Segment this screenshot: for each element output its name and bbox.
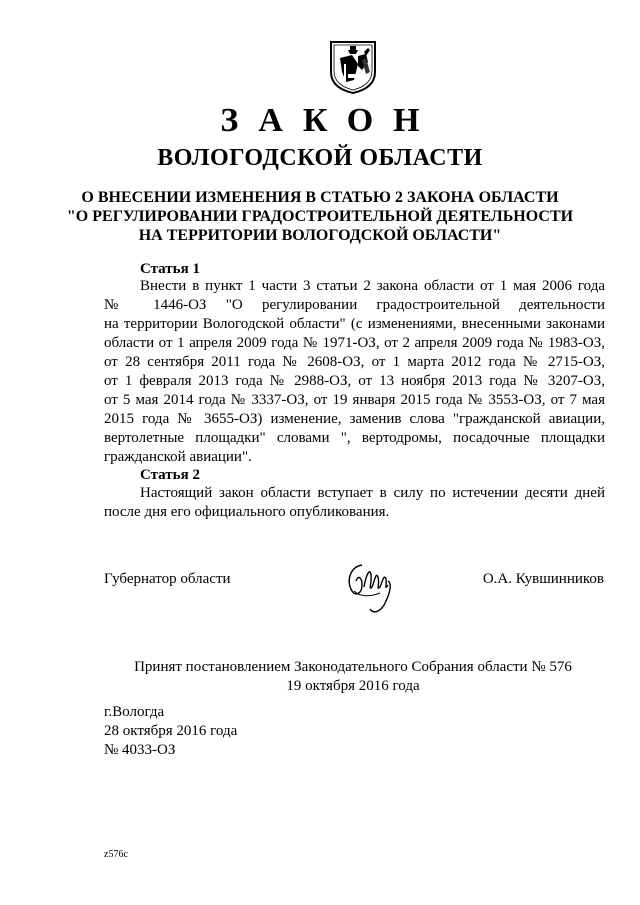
article-1-line: области от 1 апреля 2009 года № 1971-ОЗ, от 2 апреля 2009 года № 1983-ОЗ, [104, 335, 605, 351]
adoption-line: Принят постановлением Законодательного Собрания области № 576 [134, 659, 572, 675]
place-and-date [104, 703, 237, 760]
subject-line: О ВНЕСЕНИИ ИЗМЕНЕНИЯ В СТАТЬЮ 2 ЗАКОНА ОБЛАСТИ [81, 189, 559, 206]
subject-line: "О РЕГУЛИРОВАНИИ ГРАДОСТРОИТЕЛЬНОЙ ДЕЯТЕЛЬНОСТИ [66, 208, 574, 225]
coat-of-arms-emblem [328, 40, 378, 95]
article-1-line: вертолетные площадки" словами ", вертодромы, посадочные площадки [104, 430, 605, 446]
law-number: № 4033-ОЗ [104, 742, 176, 758]
article-1-line: 2015 года № 3655-ОЗ) изменение, заменив слова "гражданской авиации, [104, 411, 605, 427]
adoption-note [0, 658, 640, 696]
region-heading: ВОЛОГОДСКОЙ ОБЛАСТИ [157, 145, 483, 171]
article-1-line: гражданской авиации". [104, 449, 252, 465]
article-2-line: Настоящий закон области вступает в силу по истечении десяти дней [140, 485, 605, 501]
city: г.Вологда [104, 704, 165, 720]
adoption-date: 19 октября 2016 года [286, 678, 420, 694]
document-code: z576c [104, 849, 128, 860]
article-2-title: Статья 2 [140, 467, 200, 483]
article-1-line: на территории Вологодской области" (с изменениями, внесенными законами [104, 316, 605, 332]
law-heading: ЗАКОН [220, 102, 440, 139]
article-1-title: Статья 1 [140, 261, 200, 277]
article-2-text [104, 484, 605, 522]
article-1-line: Внести в пункт 1 части 3 статьи 2 закона области от 1 мая 2006 года [140, 278, 605, 294]
signing-date: 28 октября 2016 года [104, 723, 238, 739]
article-1-line: от 28 сентября 2011 года № 2608-ОЗ, от 1 марта 2012 года № 2715-ОЗ, [104, 354, 605, 370]
subject-line: НА ТЕРРИТОРИИ ВОЛОГОДСКОЙ ОБЛАСТИ" [138, 227, 502, 244]
article-2-line: после дня его официального опубликования. [104, 504, 390, 520]
article-1-line: № 1446-ОЗ "О регулировании градостроительной деятельности [104, 297, 605, 313]
handwritten-signature [340, 557, 402, 619]
governor-name: О.А. Кувшинников [482, 571, 604, 587]
law-subject-title [0, 188, 640, 245]
article-1-text [104, 277, 605, 467]
article-1-line: от 5 мая 2014 года № 3337-ОЗ, от 19 января 2015 года № 3553-ОЗ, от 7 мая [104, 392, 605, 408]
article-1-line: от 1 февраля 2013 года № 2988-ОЗ, от 13 ноября 2013 года № 3207-ОЗ, [104, 373, 605, 389]
governor-title: Губернатор области [104, 571, 231, 587]
